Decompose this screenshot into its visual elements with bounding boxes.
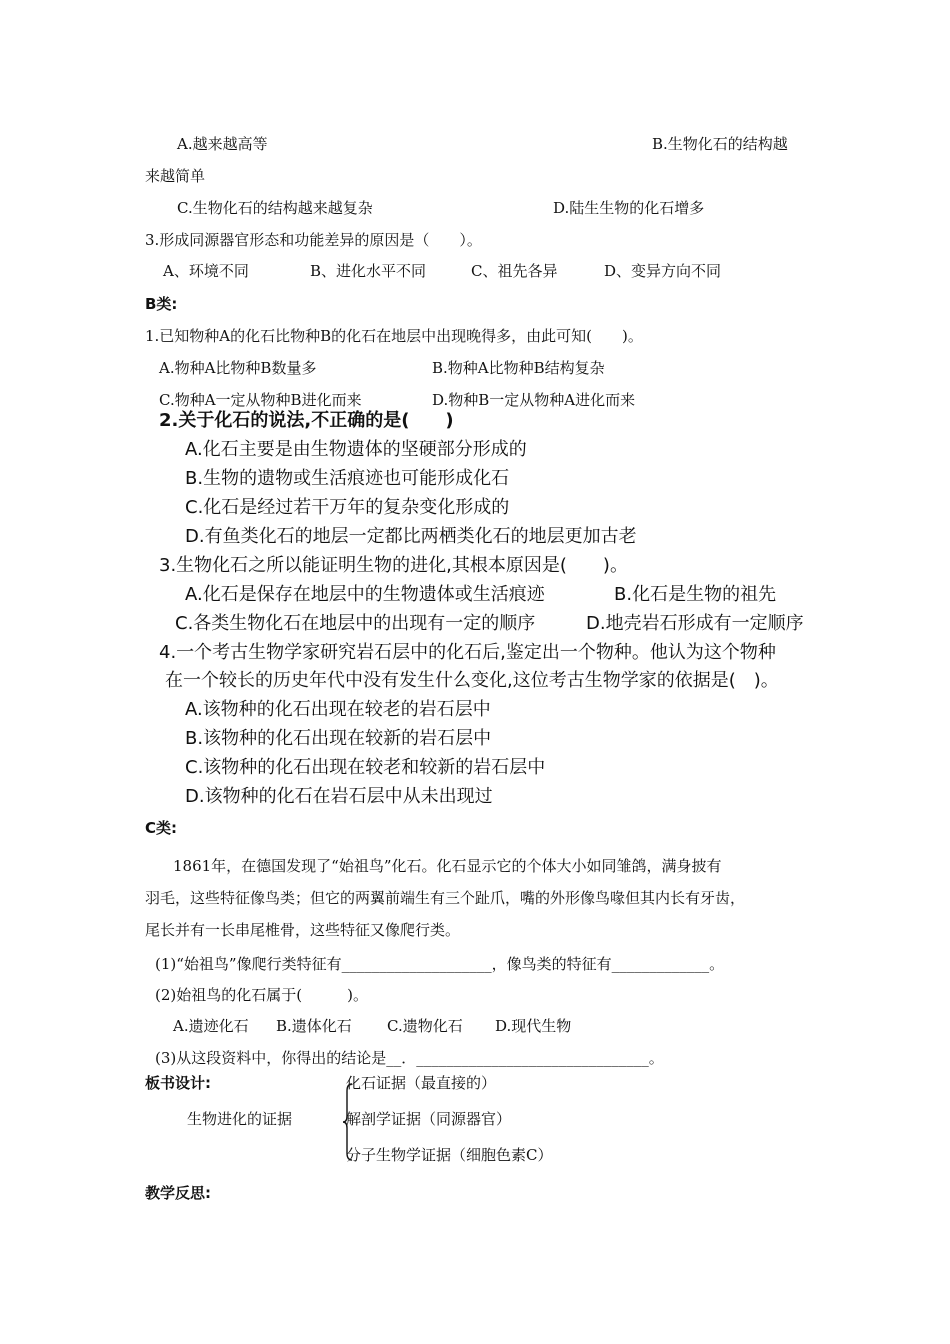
option-d: D.该物种的化石在岩石层中从未出现过 <box>185 786 493 807</box>
option-d: D.地壳岩石形成有一定顺序 <box>586 613 804 634</box>
option-b: B.遗体化石 <box>276 1017 352 1035</box>
passage-line-3: 尾长并有一长串尾椎骨，这些特征又像爬行类。 <box>145 921 461 939</box>
curly-brace-icon <box>343 1083 353 1161</box>
option-c: C、祖先各异 <box>471 262 558 280</box>
question-b4-line2: 在一个较长的历史年代中没有发生什么变化,这位考古生物学家的依据是( )。 <box>165 670 779 691</box>
option-b: B.该物种的化石出现在较新的岩石层中 <box>185 728 492 749</box>
passage-line-2: 羽毛，这些特征像鸟类；但它的两翼前端生有三个趾爪，嘴的外形像鸟喙但其内长有牙齿， <box>145 889 746 907</box>
option-a: A.越来越高等 <box>177 135 268 153</box>
option-b: B、进化水平不同 <box>310 262 427 280</box>
option-c: C.该物种的化石出现在较老和较新的岩石层中 <box>185 757 546 778</box>
option-c: C.各类生物化石在地层中的出现有一定的顺序 <box>175 613 536 634</box>
option-c: C.遗物化石 <box>387 1017 463 1035</box>
option-a: A.该物种的化石出现在较老的岩石层中 <box>185 699 491 720</box>
option-d: D.物种B一定从物种A进化而来 <box>432 391 636 409</box>
option-a: A、环境不同 <box>163 262 249 280</box>
option-c: C.生物化石的结构越来越复杂 <box>177 199 373 217</box>
board-design-heading: 板书设计: <box>145 1074 211 1092</box>
question-c2: (2)始祖鸟的化石属于( )。 <box>155 986 368 1004</box>
option-d: D.现代生物 <box>495 1017 572 1035</box>
option-b-continued: 来越简单 <box>145 167 206 185</box>
option-a: A.化石是保存在地层中的生物遗体或生活痕迹 <box>185 584 545 605</box>
question-b2: 2.关于化石的说法,不正确的是( ) <box>159 410 454 431</box>
option-b: B.生物化石的结构越 <box>652 135 788 153</box>
option-d: D.陆生生物的化石增多 <box>553 199 705 217</box>
board-item-molecular: 分子生物学证据（细胞色素C） <box>346 1146 553 1164</box>
option-b: B.物种A比物种B结构复杂 <box>432 359 605 377</box>
question-b4-line1: 4.一个考古生物学家研究岩石层中的化石后,鉴定出一个物种。他认为这个物种 <box>159 642 776 663</box>
option-a: A.化石主要是由生物遗体的坚硬部分形成的 <box>185 439 527 460</box>
option-d: D、变异方向不同 <box>604 262 722 280</box>
option-a: A.遗迹化石 <box>173 1017 249 1035</box>
option-b: B.化石是生物的祖先 <box>614 584 777 605</box>
question-c1: (1)“始祖鸟”像爬行类特征有____________________，像鸟类的特征有_____________。 <box>155 955 725 973</box>
question-b3: 3.生物化石之所以能证明生物的进化,其根本原因是( )。 <box>159 555 628 576</box>
question-a3: 3.形成同源器官形态和功能差异的原因是（ ）。 <box>145 231 482 249</box>
question-c3: (3)从这段资料中，你得出的结论是__．_______________________________。 <box>155 1049 664 1067</box>
option-c: C.物种A一定从物种B进化而来 <box>159 391 362 409</box>
question-b1: 1.已知物种A的化石比物种B的化石在地层中出现晚得多，由此可知( )。 <box>145 327 643 345</box>
board-item-fossil: 化石证据（最直接的） <box>346 1074 497 1092</box>
option-b: B.生物的遗物或生活痕迹也可能形成化石 <box>185 468 510 489</box>
board-center-label: 生物进化的证据 <box>187 1110 293 1128</box>
section-c-heading: C类: <box>145 819 178 837</box>
reflection-heading: 教学反思: <box>145 1184 211 1202</box>
option-c: C.化石是经过若干万年的复杂变化形成的 <box>185 497 510 518</box>
option-a: A.物种A比物种B数量多 <box>159 359 317 377</box>
board-item-anatomy: 解剖学证据（同源器官） <box>346 1110 512 1128</box>
option-d: D.有鱼类化石的地层一定都比两栖类化石的地层更加古老 <box>185 526 637 547</box>
passage-line-1: 1861年，在德国发现了“始祖鸟”化石。化石显示它的个体大小如同雏鸽，满身披有 <box>173 857 722 875</box>
section-b-heading: B类: <box>145 295 178 313</box>
